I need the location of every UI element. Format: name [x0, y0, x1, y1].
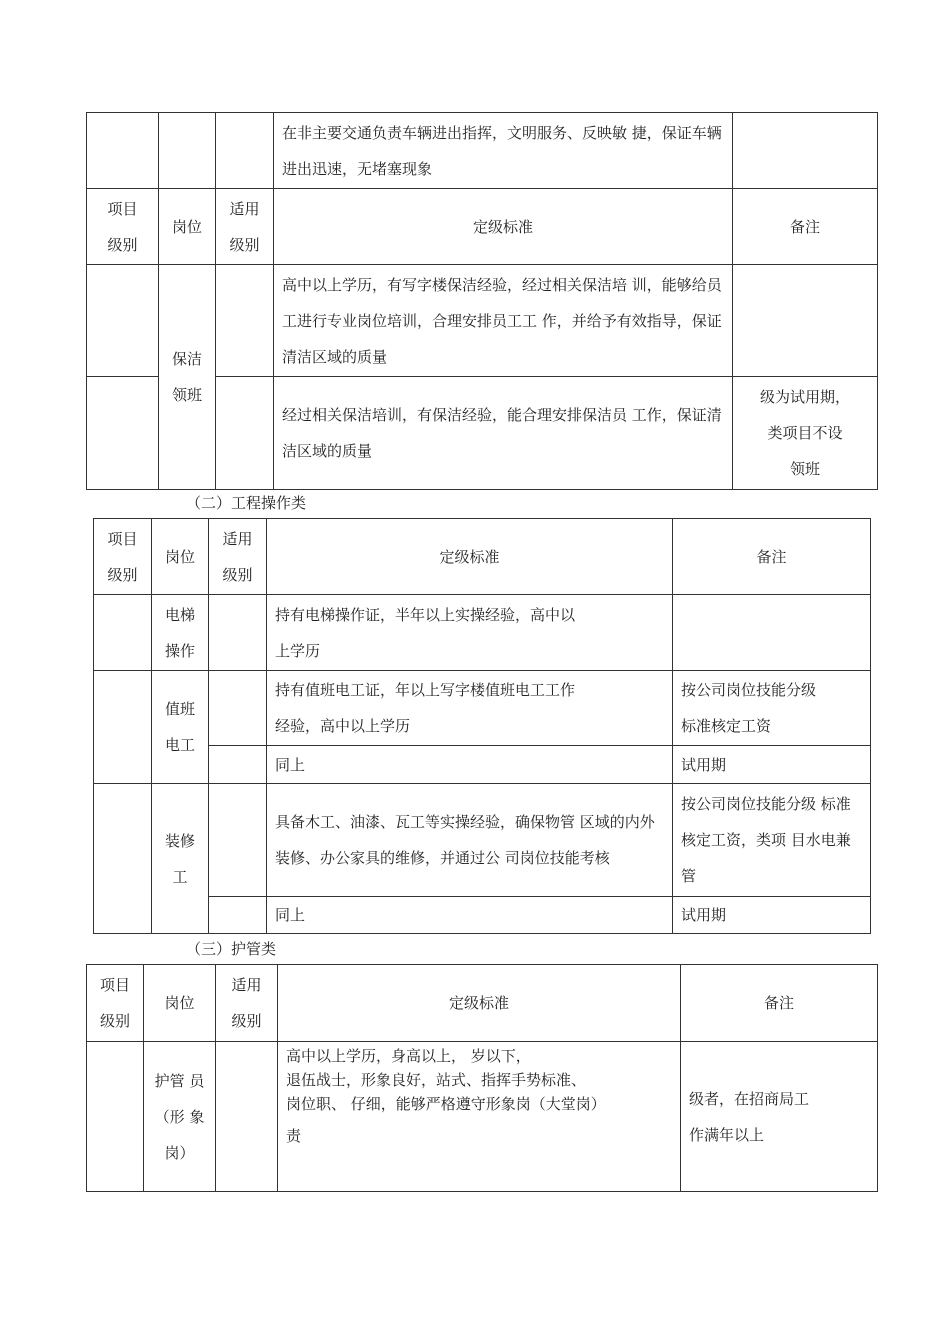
level-cell	[87, 377, 159, 490]
remark-cell	[733, 113, 878, 189]
standard-line: 退伍战士，形象良好，站式、指挥手势标准、	[286, 1071, 587, 1089]
header-remark: 备注	[673, 519, 871, 595]
table-header-row	[94, 519, 871, 595]
level-cell	[94, 595, 152, 671]
table-row	[94, 746, 871, 784]
applicable-cell	[216, 265, 274, 377]
remark-cell: 级为试用期， 类项目不设 领班	[733, 377, 878, 490]
standard-cell: 持有值班电工证，年以上写字楼值班电工工作 经验，高中以上学历	[267, 671, 673, 746]
standard-fragment: 岗位职	[286, 1095, 332, 1113]
header-remark: 备注	[681, 965, 878, 1042]
table-row	[87, 113, 878, 189]
table-row	[94, 897, 871, 934]
standard-cell: 具备木工、油漆、瓦工等实操经验，确保物管 区域的内外装修、办公家具的维修，并通过公 司岗位技能考核	[267, 784, 673, 897]
table-row	[87, 265, 878, 377]
table-header-row	[87, 965, 878, 1042]
standard-cell: 同上	[267, 897, 673, 934]
remark-cell: 级者，在招商局工 作满年以上	[681, 1042, 878, 1192]
remark-cell	[673, 595, 871, 671]
table-row	[94, 595, 871, 671]
table-row	[94, 671, 871, 746]
standard-cell: 同上	[267, 746, 673, 784]
section-title-security: （三）护管类	[186, 940, 277, 958]
applicable-cell	[209, 784, 267, 897]
remark-cell	[733, 265, 878, 377]
header-applicable: 适用 级别	[216, 965, 278, 1042]
header-level: 项目 级别	[87, 189, 159, 265]
standard-cell: 高中以上学历，有写字楼保洁经验，经过相关保洁培 训，能够给员工进行专业岗位培训，合理安排员工工 作，并给予有效指导，保证清洁区域的质量	[274, 265, 733, 377]
standard-cell: 经过相关保洁培训，有保洁经验，能合理安排保洁员 工作，保证清洁区域的质量	[274, 377, 733, 490]
standard-cell: 持有电梯操作证，半年以上实操经验，高中以 上学历	[267, 595, 673, 671]
level-cell	[87, 1042, 144, 1192]
standard-line	[286, 1092, 672, 1116]
remark-cell: 按公司岗位技能分级 标准核定工资	[673, 671, 871, 746]
applicable-cell	[216, 377, 274, 490]
position-cell: 值班 电工	[152, 671, 209, 784]
remark-cell: 试用期	[673, 746, 871, 784]
applicable-cell	[216, 1042, 278, 1192]
position-cell: 电梯 操作	[152, 595, 209, 671]
applicable-cell	[209, 595, 267, 671]
level-cell	[94, 671, 152, 784]
header-applicable: 适用 级别	[216, 189, 274, 265]
level-cell	[87, 265, 159, 377]
level-cell	[94, 784, 152, 934]
header-position: 岗位	[159, 189, 216, 265]
table-engineering	[93, 518, 871, 934]
level-cell	[87, 113, 159, 189]
standard-line: 高中以上学历，身高以上， 岁以下，	[286, 1047, 531, 1065]
applicable-cell	[209, 897, 267, 934]
standard-cell: 在非主要交通负责车辆进出指挥，文明服务、反映敏 捷，保证车辆进出迅速，无堵塞现象	[274, 113, 733, 189]
header-standard: 定级标准	[267, 519, 673, 595]
standard-fragment: 、 仔细，能够严格遵守形象岗（大堂岗）	[331, 1095, 606, 1113]
table-row	[87, 1042, 878, 1192]
position-cell: 装修 工	[152, 784, 209, 934]
header-position: 岗位	[144, 965, 216, 1042]
header-applicable: 适用 级别	[209, 519, 267, 595]
position-cell	[159, 113, 216, 189]
section-title-engineering: （二）工程操作类	[186, 494, 307, 512]
table-security	[86, 964, 878, 1192]
position-cell: 保洁 领班	[159, 265, 216, 490]
table-cleaning	[86, 112, 878, 490]
applicable-cell	[209, 671, 267, 746]
position-cell: 护管 员 （形 象 岗）	[144, 1042, 216, 1192]
remark-cell: 试用期	[673, 897, 871, 934]
table-row	[94, 784, 871, 897]
header-level: 项目 级别	[94, 519, 152, 595]
standard-cell	[278, 1042, 681, 1192]
standard-line: 责	[286, 1127, 302, 1145]
remark-cell: 按公司岗位技能分级 标准核定工资，类项 目水电兼管	[673, 784, 871, 897]
header-standard: 定级标准	[274, 189, 733, 265]
applicable-cell	[209, 746, 267, 784]
header-remark: 备注	[733, 189, 878, 265]
applicable-cell	[216, 113, 274, 189]
header-level: 项目 级别	[87, 965, 144, 1042]
table-header-row	[87, 189, 878, 265]
header-standard: 定级标准	[278, 965, 681, 1042]
header-position: 岗位	[152, 519, 209, 595]
